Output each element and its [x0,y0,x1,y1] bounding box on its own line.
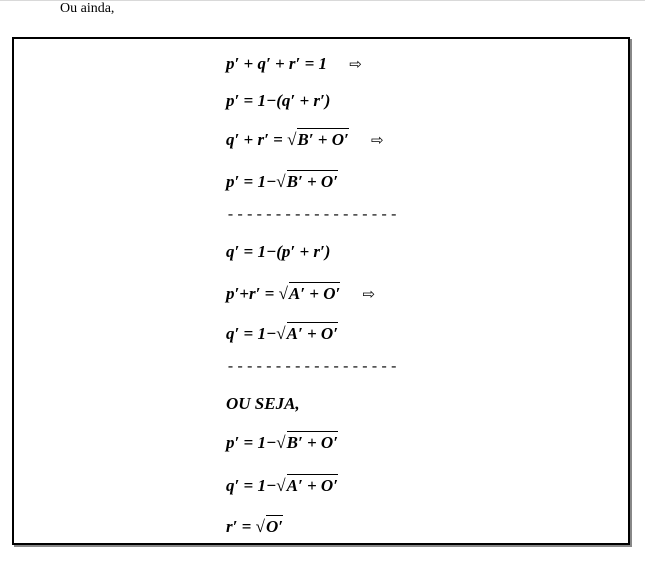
equation-4-radicand: B′ + O′ [286,172,338,191]
equation-10 [226,512,283,542]
equation-4-left: p′ = 1− [226,172,277,191]
equation-8-left: p′ = 1− [226,433,277,452]
equation-3-left: q′ + r′ = [226,130,288,149]
radical-icon: √ [276,324,286,343]
equation-6-left: p′+r′ = [226,284,279,303]
equation-9-radicand: A′ + O′ [286,476,338,495]
separator-2: ------------------ [226,359,399,376]
implies-arrow-icon: ⇨ [362,287,376,303]
equation-6 [226,279,375,309]
equation-1 [226,49,362,79]
implies-arrow-icon: ⇨ [349,57,362,73]
separator-1: ------------------ [226,207,399,224]
ou-seja-heading: OU SEJA, [226,394,300,413]
equation-7 [226,319,338,349]
radical-icon: √ [278,284,288,303]
radical-icon: √ [276,172,286,191]
equation-10-radicand: O′ [265,517,283,536]
equation-3-radicand: B′ + O′ [297,130,349,149]
radical-icon: √ [276,433,286,452]
equation-8-radicand: B′ + O′ [286,433,338,452]
equation-9 [226,471,338,501]
equation-9-left: q′ = 1− [226,476,277,495]
equation-8 [226,428,338,458]
radical-icon: √ [287,130,297,149]
equation-7-left: q′ = 1− [226,324,277,343]
equation-5-text: q′ = 1−(p′ + r′) [226,242,331,261]
equation-5 [226,237,330,267]
intro-text: Ou ainda, [60,1,115,16]
equation-3 [226,125,384,155]
equation-1-text: p′ + q′ + r′ = 1 [226,54,328,73]
equation-2 [226,86,330,116]
equation-4 [226,167,338,197]
implies-arrow-icon: ⇨ [371,133,384,149]
equation-2-text: p′ = 1−(q′ + r′) [226,91,331,110]
equation-box [12,37,630,545]
radical-icon: √ [276,476,286,495]
equation-10-left: r′ = [226,517,256,536]
equation-6-radicand: A′ + O′ [288,284,341,303]
equation-7-radicand: A′ + O′ [286,324,338,343]
radical-icon: √ [255,517,265,536]
